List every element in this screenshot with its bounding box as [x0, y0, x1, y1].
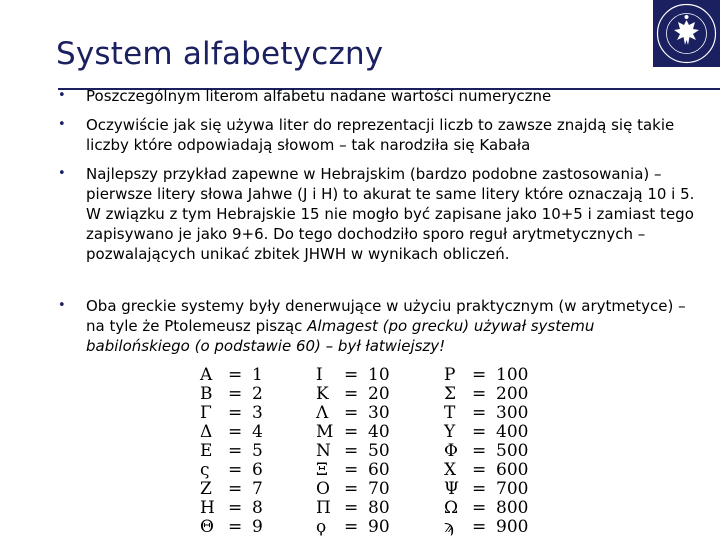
equals-sign: =: [472, 441, 487, 461]
equals-sign: =: [344, 403, 359, 423]
greek-letter: Λ: [316, 403, 329, 423]
equals-sign: =: [344, 479, 359, 499]
numeral-value: 20: [368, 384, 390, 404]
greek-letter: Φ: [444, 441, 458, 461]
greek-letter: Ξ: [316, 460, 328, 480]
numeral-value: 200: [496, 384, 529, 404]
greek-letter: Θ: [200, 517, 214, 537]
numeral-value: 10: [368, 365, 390, 385]
bullet-item: [58, 115, 696, 155]
greek-letter: Γ: [200, 403, 212, 423]
bullet-item: [58, 296, 696, 356]
equals-sign: =: [344, 517, 359, 537]
bullet-item: [58, 164, 696, 264]
greek-letter: Υ: [444, 422, 456, 442]
equals-sign: =: [228, 517, 243, 537]
slide-title: System alfabetyczny: [56, 36, 384, 72]
greek-letter: Η: [200, 498, 215, 518]
greek-letter: Δ: [200, 422, 213, 442]
bullet-italic-text: Almagest (po grecku) używał systemu babilońskiego (o podstawie 60) – był łatwiejszy!: [86, 317, 595, 355]
numeral-value: 90: [368, 517, 390, 537]
numeral-value: 4: [252, 422, 263, 442]
numeral-value: 7: [252, 479, 263, 499]
equals-sign: =: [472, 517, 487, 537]
equals-sign: =: [228, 403, 243, 423]
greek-letter: ϡ: [444, 517, 454, 537]
numeral-value: 80: [368, 498, 390, 518]
numeral-value: 3: [252, 403, 263, 423]
equals-sign: =: [472, 384, 487, 404]
greek-letter: Π: [316, 498, 331, 518]
numeral-value: 400: [496, 422, 529, 442]
greek-letter: Ω: [444, 498, 459, 518]
greek-letter: ς: [200, 460, 210, 480]
greek-letter: Ψ: [444, 479, 459, 499]
equals-sign: =: [228, 422, 243, 442]
numeral-value: 30: [368, 403, 390, 423]
numeral-value: 1: [252, 365, 263, 385]
eagle-icon: [653, 0, 720, 67]
greek-letter: Ο: [316, 479, 330, 499]
greek-letter: Χ: [444, 460, 457, 480]
greek-letter: Τ: [444, 403, 456, 423]
greek-letter: Ι: [316, 365, 323, 385]
equals-sign: =: [472, 479, 487, 499]
greek-letter: Α: [200, 365, 213, 385]
bullet-item: [58, 86, 696, 106]
equals-sign: =: [472, 498, 487, 518]
numeral-value: 6: [252, 460, 263, 480]
equals-sign: =: [228, 384, 243, 404]
bullet-text: Poszczególnym literom alfabetu nadane wartości numeryczne: [86, 87, 552, 105]
equals-sign: =: [344, 441, 359, 461]
greek-letter: Σ: [444, 384, 457, 404]
bullet-text: Najlepszy przykład zapewne w Hebrajskim (bardzo podobne zastosowania) – pierwsze litery słowa Jahwe (J i H) to akurat te same litery które oznaczają 10 i 5. W związku z tym Hebrajskie 15 nie mogło być zapisane jako 10+5 i zamiast tego zapisywano je jako 9+6. Do tego dochodziło sporo reguł arytmetycznych – pozwalających unikać zbitek JHWH w wynikach obliczeń.: [86, 165, 695, 263]
greek-letter: Ε: [200, 441, 213, 461]
university-logo: [653, 0, 720, 67]
numeral-value: 70: [368, 479, 390, 499]
bullet-text: Oczywiście jak się używa liter do reprezentacji liczb to zawsze znajdą się takie liczby które odpowiadają słowom – tak narodziła się Kabała: [86, 116, 675, 154]
greek-letter: Ν: [316, 441, 331, 461]
numeral-value: 9: [252, 517, 263, 537]
numeral-value: 700: [496, 479, 529, 499]
bullet-text: Oba greckie systemy były denerwujące w użyciu praktycznym (w arytmetyce) – na tyle że Ptolemeusz pisząc: [86, 297, 686, 335]
greek-letter: ϙ: [316, 517, 327, 537]
numeral-value: 800: [496, 498, 529, 518]
greek-letter: Ζ: [200, 479, 212, 499]
greek-letter: Μ: [316, 422, 334, 442]
numeral-value: 300: [496, 403, 529, 423]
greek-letter: Κ: [316, 384, 329, 404]
numeral-value: 40: [368, 422, 390, 442]
equals-sign: =: [228, 479, 243, 499]
equals-sign: =: [344, 460, 359, 480]
equals-sign: =: [472, 365, 487, 385]
equals-sign: =: [472, 403, 487, 423]
equals-sign: =: [344, 422, 359, 442]
equals-sign: =: [472, 460, 487, 480]
numeral-value: 5: [252, 441, 263, 461]
equals-sign: =: [228, 365, 243, 385]
numeral-value: 100: [496, 365, 529, 385]
numeral-value: 60: [368, 460, 390, 480]
greek-letter: Ρ: [444, 365, 456, 385]
numeral-value: 900: [496, 517, 529, 537]
numeral-value: 50: [368, 441, 390, 461]
numeral-value: 500: [496, 441, 529, 461]
numeral-value: 2: [252, 384, 263, 404]
equals-sign: =: [228, 498, 243, 518]
greek-letter: Β: [200, 384, 213, 404]
equals-sign: =: [344, 498, 359, 518]
equals-sign: =: [228, 441, 243, 461]
equals-sign: =: [228, 460, 243, 480]
numeral-value: 8: [252, 498, 263, 518]
numeral-value: 600: [496, 460, 529, 480]
equals-sign: =: [344, 365, 359, 385]
equals-sign: =: [344, 384, 359, 404]
equals-sign: =: [472, 422, 487, 442]
